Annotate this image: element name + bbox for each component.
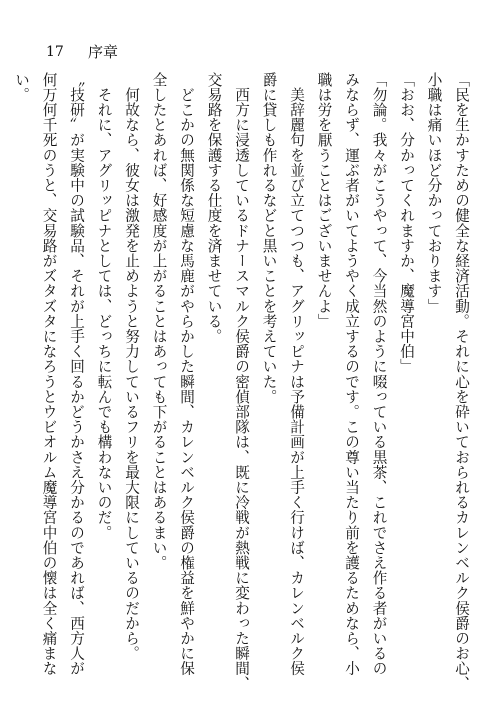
chapter-title: 序章	[88, 43, 119, 61]
text-line: 全したとあれば、好感度が上がることはあっても下がることはあるまい。	[150, 72, 168, 571]
text-line: い。	[13, 72, 30, 103]
page-header	[0, 22, 500, 61]
text-line: 小職は痛いほど分かっております」	[425, 72, 443, 314]
text-line: みならず、運ぶ者がいてようやく成立するのです。この尊い当たり前を護るためなら、小	[343, 72, 360, 676]
text-line: 美辞麗句を並び立てつつも、アグリッピナは予備計画が上手く行けば、カレンベルク侯	[288, 72, 305, 676]
text-line: 「民を生かすための健全な経済活動。それに心を砕いておられるカレンベルク侯爵のお心、	[453, 72, 470, 692]
text-line: 「勿論。我々がこうやって、今当然のように啜っている黒茶、これでさえ作る者がいるの	[370, 72, 388, 676]
text-line: 爵に貸しも作れるなどと黒いことを考えていた。	[260, 72, 278, 405]
text-line: どこかの無関係な短慮な馬鹿がやらかした瞬間、カレンベルク侯爵の権益を鮮やかに保	[178, 72, 195, 676]
text-line: 〝技研〟が実験中の試験品、それが上手く回るかどうかさえ分かるのであれば、西方人が	[68, 72, 85, 676]
page-number: 17	[46, 44, 64, 60]
vertical-text-body	[13, 72, 475, 692]
text-line: 何万何千死のうと、交易路がズタズタになろうとウビオルム魔導宮中伯の懐は全く痛まな	[40, 72, 58, 676]
text-line: 交易路を保護する仕度を済ませている。	[205, 72, 223, 344]
text-line: それに、アグリッピナとしては、どっちに転んでも構わないのだ。	[95, 72, 113, 541]
text-line: 西方に浸透しているドナースマルク侯爵の密偵部隊は、既に冷戦が熱戦に変わった瞬間、	[233, 72, 250, 692]
text-line: 職は労を厭うことはございませんよ」	[315, 72, 333, 329]
text-line: 何故なら、彼女は激発を止めようと努力しているフリを最大限にしているのだから。	[123, 72, 140, 661]
text-line: 「おお、分かってくれますか、魔導宮中伯」	[398, 72, 415, 374]
